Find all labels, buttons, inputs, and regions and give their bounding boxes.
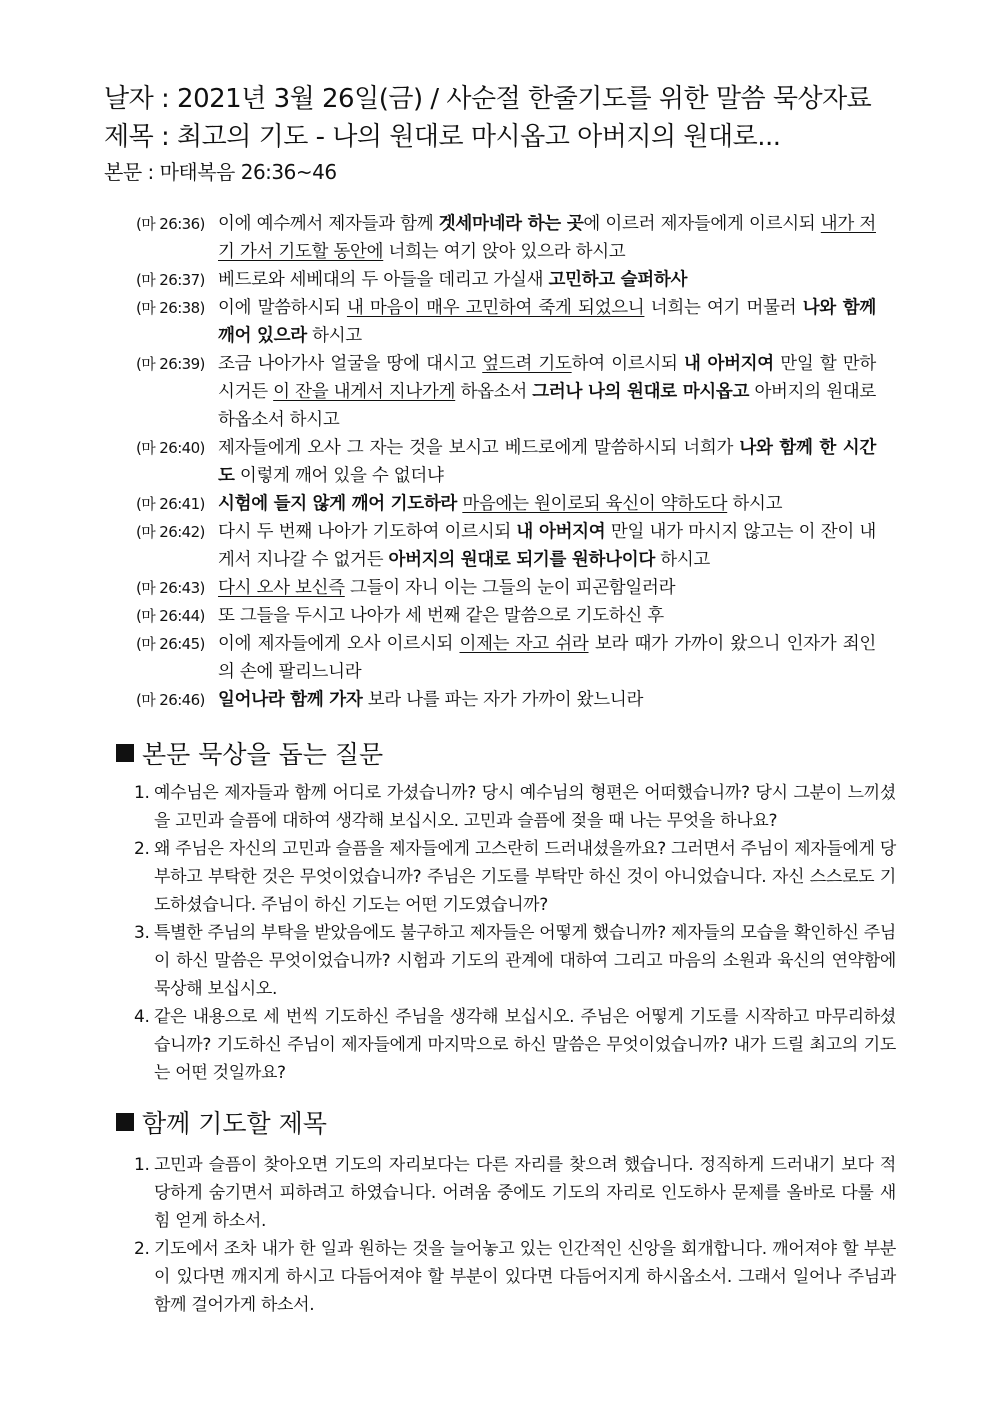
verse-row (136, 434, 876, 490)
verse-text (218, 634, 876, 682)
question-item-number: 1. (134, 783, 150, 803)
verse-emphasis: 그러나 나의 원대로 마시옵고 (532, 382, 750, 402)
verse-segment: 너희는 여기 앉아 있으라 하시고 (383, 242, 626, 262)
verse-text (218, 438, 876, 486)
verse-ref: (마 26:38) (136, 299, 205, 317)
verse-emphasis: 아버지의 원대로 되기를 원하나이다 (388, 550, 655, 570)
verse-text (218, 578, 675, 598)
verse-emphasis: 내 아버지여 (683, 354, 774, 374)
verse-segment: 베드로와 세베대의 두 아들을 데리고 가실새 (218, 270, 549, 290)
verse-ref: (마 26:44) (136, 607, 205, 625)
verse-segment: 하시고 (306, 326, 362, 346)
verse-ref: (마 26:41) (136, 495, 205, 513)
question-item-text: 같은 내용으로 세 번씩 기도하신 주님을 생각해 보십시오. 주님은 어떻게 기도를 시작하고 마무리하셨습니까? 기도하신 주님이 제자들에게 마지막으로 하신 말씀은 무엇이었습니까? 내가 드릴 최고의 기도는 어떤 것일까요? (154, 1007, 896, 1083)
verse-segment: 하옵소서 (455, 382, 533, 402)
verse-ref: (마 26:36) (136, 215, 205, 233)
verse-ref: (마 26:40) (136, 439, 205, 457)
square-bullet-icon (116, 744, 134, 762)
verse-row (136, 518, 876, 574)
verse-segment: 보라 때가 가까이 왔으니 인자가 죄인의 손에 팔리느니라 (218, 634, 876, 682)
question-item-text: 특별한 주님의 부탁을 받았음에도 불구하고 제자들은 어떻게 했습니까? 제자들의 모습을 확인하신 주님이 하신 말씀은 무엇이었습니까? 시험과 기도의 관계에 대하여 그리고 마음의 소원과 육신의 연약함에 묵상해 보십시오. (154, 923, 896, 999)
verse-segment: 제자들에게 오사 그 자는 것을 보시고 베드로에게 말씀하시되 너희가 (218, 438, 740, 458)
verse-emphasis: 일어나라 함께 가자 (218, 690, 363, 710)
prayer-item-number: 1. (134, 1155, 150, 1175)
verse-row (136, 350, 876, 434)
question-item-number: 3. (134, 923, 150, 943)
verse-underline: 다시 오사 보신즉 (218, 578, 345, 598)
verse-ref: (마 26:42) (136, 523, 205, 541)
verse-text (218, 354, 876, 430)
prayer-item (130, 1235, 896, 1319)
verse-ref: (마 26:43) (136, 579, 205, 597)
verse-emphasis: 나와 함께 깨어 있으라 (218, 298, 876, 346)
verse-segment: 이에 말씀하시되 (218, 298, 347, 318)
question-item-text: 예수님은 제자들과 함께 어디로 가셨습니까? 당시 예수님의 형편은 어떠했습니까? 당시 그분이 느끼셨을 고민과 슬픔에 대하여 생각해 보십시오. 고민과 슬픔에 젖을 때 나는 무엇을 하나요? (154, 783, 896, 831)
verse-emphasis: 고민하고 슬퍼하사 (548, 270, 688, 290)
verse-segment: 만일 내가 마시지 않고는 이 잔이 내게서 지나갈 수 없거든 (218, 522, 876, 570)
prayers-heading-text: 함께 기도할 제목 (142, 1109, 327, 1138)
verse-text (218, 522, 876, 570)
verse-row (136, 490, 876, 518)
prayer-list (130, 1151, 896, 1319)
verse-segment: 너희는 여기 머물러 (644, 298, 803, 318)
date-line: 날자 : 2021년 3월 26일(금) / 사순절 한줄기도를 위한 말씀 묵상자료 (104, 84, 872, 114)
verse-row (136, 266, 876, 294)
verse-ref: (마 26:37) (136, 271, 205, 289)
verse-segment: 이에 예수께서 제자들과 함께 (218, 214, 439, 234)
square-bullet-icon (116, 1113, 134, 1131)
verse-row (136, 602, 876, 630)
verse-text (218, 690, 643, 710)
verse-emphasis: 내 아버지여 (516, 522, 606, 542)
questions-heading-text: 본문 묵상을 돕는 질문 (142, 740, 384, 769)
verse-ref: (마 26:46) (136, 691, 205, 709)
question-item (130, 919, 896, 1003)
verse-segment: 아버지의 원대로 하옵소서 하시고 (218, 382, 877, 430)
verse-text (218, 606, 664, 626)
verse-row (136, 686, 876, 714)
prayer-item-number: 2. (134, 1239, 150, 1259)
verse-emphasis: 시험에 들지 않게 깨어 기도하라 (218, 494, 458, 514)
verse-segment: 하여 이르시되 (571, 354, 684, 374)
verse-segment: 다시 두 번째 나아가 기도하여 이르시되 (218, 522, 517, 542)
verse-segment: 하시고 (727, 494, 783, 514)
verse-row (136, 630, 876, 686)
verse-text (218, 270, 687, 290)
verse-row (136, 294, 876, 350)
verse-segment: 이렇게 깨어 있을 수 없더냐 (234, 466, 444, 486)
prayer-item (130, 1151, 896, 1235)
question-item (130, 779, 896, 835)
question-list (130, 779, 896, 1087)
verse-list (136, 210, 876, 714)
verse-underline: 엎드려 기도 (482, 354, 572, 374)
verse-underline: 마음에는 원이로되 육신이 약하도다 (462, 494, 728, 514)
verse-segment: 에 이르러 제자들에게 이르시되 (583, 214, 821, 234)
verse-segment: 그들이 자니 이는 그들의 눈이 피곤함일러라 (344, 578, 676, 598)
verse-segment: 또 그들을 두시고 나아가 세 번째 같은 말씀으로 기도하신 후 (218, 606, 664, 626)
verse-underline: 이제는 자고 쉬라 (459, 634, 589, 654)
prayer-item-text: 고민과 슬픔이 찾아오면 기도의 자리보다는 다른 자리를 찾으려 했습니다. 정직하게 드러내기 보다 적당하게 숨기면서 피하려고 하였습니다. 어려움 중에도 기도의 자리로 인도하사 문제를 올바로 다룰 새 힘 얻게 하소서. (154, 1155, 896, 1231)
question-item (130, 1003, 896, 1087)
question-item-number: 2. (134, 839, 150, 859)
verse-ref: (마 26:45) (136, 635, 205, 653)
verse-segment: 조금 나아가사 얼굴을 땅에 대시고 (218, 354, 483, 374)
verse-underline: 이 잔을 내게서 지나가게 (273, 382, 456, 402)
verse-segment: 이에 제자들에게 오사 이르시되 (218, 634, 460, 654)
verse-text (218, 494, 782, 514)
prayer-item-text: 기도에서 조차 내가 한 일과 원하는 것을 늘어놓고 있는 인간적인 신앙을 회개합니다. 깨어져야 할 부분이 있다면 깨지게 하시고 다듬어져야 할 부분이 있다면 다듬어지게 하시옵소서. 그래서 일어나 주님과 함께 걸어가게 하소서. (154, 1239, 896, 1315)
verse-text (218, 298, 876, 346)
verse-emphasis: 나와 함께 한 시간도 (218, 438, 876, 486)
text-line: 본문 : 마태복음 26:36~46 (104, 160, 337, 184)
verse-underline: 내 마음이 매우 고민하여 죽게 되었으니 (346, 298, 645, 318)
question-item-number: 4. (134, 1007, 150, 1027)
verse-underline: 내가 저기 가서 기도할 동안에 (218, 214, 876, 262)
verse-row (136, 574, 876, 602)
verse-segment: 보라 나를 파는 자가 가까이 왔느니라 (362, 690, 644, 710)
verse-text (218, 214, 876, 262)
verse-emphasis: 겟세마네라 하는 곳 (438, 214, 584, 234)
prayers-heading (116, 1104, 327, 1140)
question-item-text: 왜 주님은 자신의 고민과 슬픔을 제자들에게 고스란히 드러내셨을까요? 그러면서 주님이 제자들에게 당부하고 부탁한 것은 무엇이었습니까? 주님은 기도를 부탁만 하신 것이 아니었습니다. 자신 스스로도 기도하셨습니다. 주님이 하신 기도는 어떤 기도였습니까? (154, 839, 896, 915)
verse-row (136, 210, 876, 266)
title-line: 제목 : 최고의 기도 - 나의 원대로 마시옵고 아버지의 원대로... (104, 122, 781, 152)
questions-heading (116, 735, 383, 771)
verse-segment: 하시고 (654, 550, 711, 570)
verse-segment: 만일 할 만하시거든 (218, 354, 876, 402)
question-item (130, 835, 896, 919)
verse-ref: (마 26:39) (136, 355, 205, 373)
